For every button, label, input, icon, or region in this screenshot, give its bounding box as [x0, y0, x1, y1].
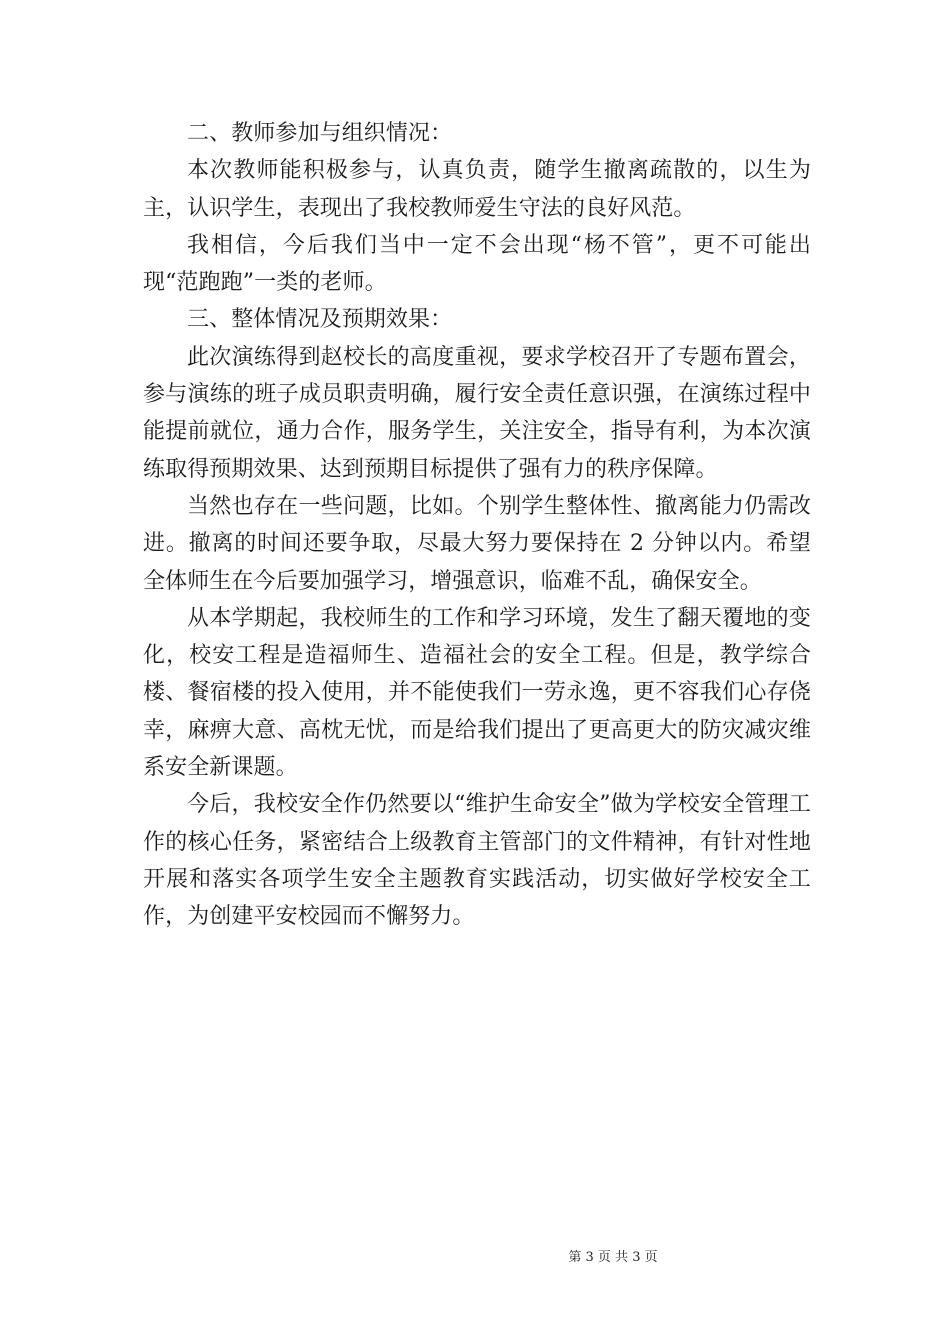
paragraph: 从本学期起，我校师生的工作和学习环境，发生了翻天覆地的变化，校安工程是造福师生、造福社会的安全工程。但是，教学综合楼、餐宿楼的投入使用，并不能使我们一劳永逸，更不容我们心存侥幸，麻痹大意、高枕无忧，而是给我们提出了更高更大的防灾减灾维系安全新课题。	[143, 605, 811, 781]
paragraph: 今后，我校安全作仍然要以“维护生命安全”做为学校安全管理工作的核心任务，紧密结合上级教育主管部门的文件精神，有针对性地开展和落实各项学生安全主题教育实践活动，切实做好学校安全工作，为创建平安校园而不懈努力。	[143, 792, 811, 930]
document-body	[143, 115, 811, 936]
page-number-footer: 第 3 页 共 3 页	[568, 1250, 658, 1265]
paragraph: 当然也存在一些问题，比如。个别学生整体性、撤离能力仍需改进。撤离的时间还要争取，尽最大努力要保持在 2 分钟以内。希望全体师生在今后要加强学习，增强意识，临难不乱，确保安全。	[143, 493, 811, 594]
section-heading-teachers: 二、教师参加与组织情况：	[187, 121, 453, 146]
paragraph: 本次教师能积极参与，认真负责，随学生撤离疏散的，以生为主，认识学生，表现出了我校教师爱生守法的良好风范。	[143, 158, 811, 221]
paragraph: 此次演练得到赵校长的高度重视，要求学校召开了专题布置会，参与演练的班子成员职责明确，履行安全责任意识强，在演练过程中能提前就位，通力合作，服务学生，关注安全，指导有利，为本次演练取得预期效果、达到预期目标提供了强有力的秩序保障。	[143, 344, 811, 482]
paragraph: 我相信，今后我们当中一定不会出现“杨不管”，更不可能出现“范跑跑”一类的老师。	[143, 232, 811, 296]
section-heading-overall: 三、整体情况及预期效果：	[187, 307, 453, 333]
